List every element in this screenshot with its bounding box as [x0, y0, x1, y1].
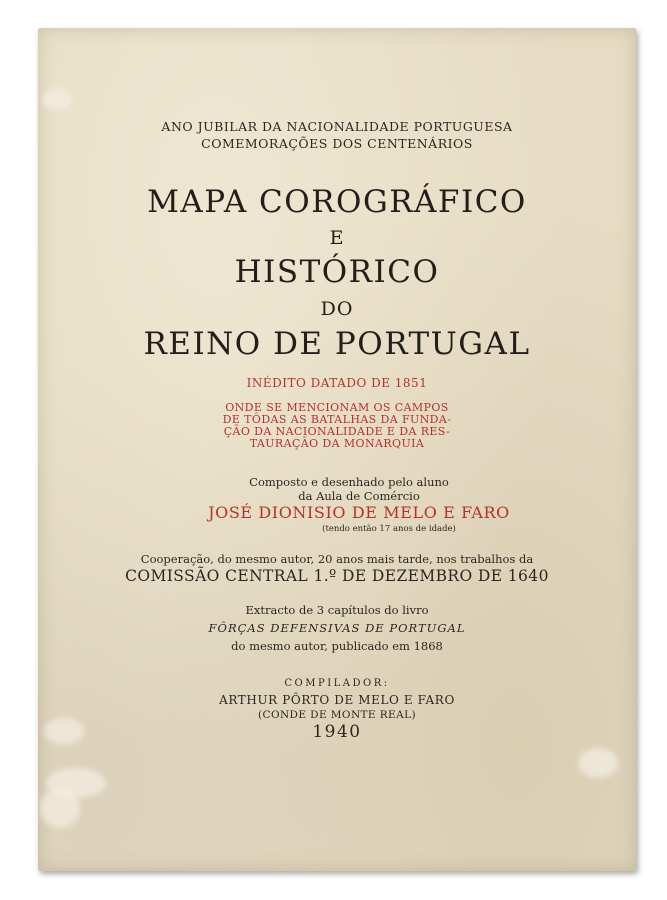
- extract-book-title: FÔRÇAS DEFENSIVAS DE PORTUGAL: [208, 621, 466, 635]
- inedito-line: INÉDITO DATADO DE 1851: [246, 376, 428, 390]
- description-line-3: ÇÃO DA NACIONALIDADE E DA RES-: [223, 425, 451, 438]
- author-age-note: (tendo então 17 anos de idade): [322, 524, 456, 534]
- compiler-label: COMPILADOR:: [284, 678, 390, 689]
- composed-line-1: Composto e desenhado pelo aluno: [249, 475, 449, 489]
- header-line-1: ANO JUBILAR DA NACIONALIDADE PORTUGUESA: [161, 119, 513, 134]
- author-name: JOSÉ DIONISIO DE MELO E FARO: [208, 503, 510, 522]
- description-line-1: ONDE SE MENCIONAM OS CAMPOS: [225, 401, 449, 414]
- extract-line-3: do mesmo autor, publicado em 1868: [231, 639, 443, 653]
- compiler-title: (CONDE DE MONTE REAL): [258, 709, 416, 721]
- description-line-2: DE TÔDAS AS BATALHAS DA FUNDA-: [222, 413, 452, 426]
- title-line-3: HISTÓRICO: [234, 254, 440, 290]
- commission-name: COMISSÃO CENTRAL 1.º DE DEZEMBRO DE 1640: [125, 567, 549, 585]
- cover-wear-mark: [42, 88, 72, 110]
- cooperation-line: Cooperação, do mesmo autor, 20 anos mais tarde, nos trabalhos da: [140, 552, 534, 566]
- header-line-2: COMEMORAÇÕES DOS CENTENÁRIOS: [201, 136, 473, 151]
- composed-line-2: da Aula de Comércio: [298, 489, 420, 503]
- title-line-5: REINO DE PORTUGAL: [143, 326, 531, 362]
- extract-line-1: Extracto de 3 capítulos do livro: [245, 603, 429, 617]
- book-cover: [38, 28, 636, 871]
- cover-wear-mark: [40, 788, 80, 828]
- compiler-name: ARTHUR PÔRTO DE MELO E FARO: [219, 693, 455, 707]
- title-line-4: DO: [320, 298, 354, 320]
- publication-year: 1940: [312, 722, 362, 742]
- description-line-4: TAURAÇÃO DA MONARQUIA: [249, 437, 425, 450]
- title-line-2: E: [329, 227, 345, 249]
- cover-wear-mark: [578, 748, 618, 778]
- title-line-1: MAPA COROGRÁFICO: [147, 184, 527, 220]
